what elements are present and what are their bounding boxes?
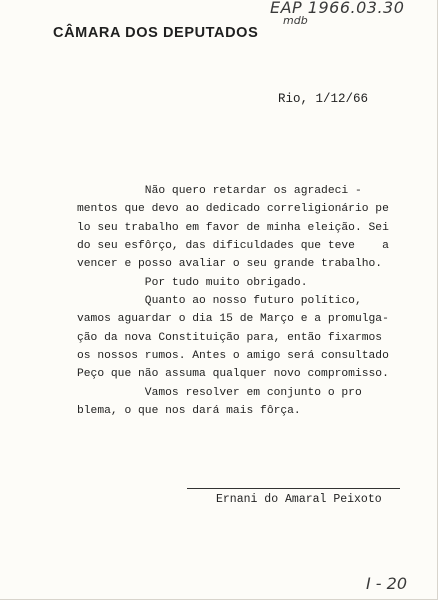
body-line: vencer e posso avaliar o seu grande trabalho.: [77, 258, 383, 271]
archive-sub-annotation: mdb: [283, 14, 308, 27]
signature-line: [187, 488, 400, 489]
body-line: lo seu trabalho em favor de minha eleição. Sei: [77, 221, 389, 234]
body-line: Quanto ao nosso futuro político,: [77, 295, 362, 308]
body-line: Peço que não assuma qualquer novo compromisso.: [77, 368, 389, 381]
dateline: Rio, 1/12/66: [278, 92, 369, 106]
signature-name: Ernani do Amaral Peixoto: [216, 493, 382, 506]
letterhead: CÂMARA DOS DEPUTADOS: [53, 25, 259, 41]
body-line: os nossos rumos. Antes o amigo será consultado: [77, 350, 389, 363]
body-line: mentos que devo ao dedicado correligionário pe: [77, 203, 389, 216]
body-line: vamos aguardar o dia 15 de Março e a promulga-: [77, 313, 389, 326]
page-number-annotation: I - 20: [366, 574, 408, 593]
body-line: Vamos resolver em conjunto o pro: [77, 386, 362, 399]
letter-body: [77, 182, 389, 420]
body-line: blema, o que nos dará mais fôrça.: [77, 405, 301, 418]
body-line: Por tudo muito obrigado.: [77, 276, 308, 289]
archive-code-annotation: EAP 1966.03.30: [270, 0, 405, 17]
body-line: do seu esfôrço, das dificuldades que teve a: [77, 240, 389, 253]
body-line: ção da nova Constituição para, então fixarmos: [77, 331, 383, 344]
body-line: Não quero retardar os agradeci -: [77, 185, 362, 197]
